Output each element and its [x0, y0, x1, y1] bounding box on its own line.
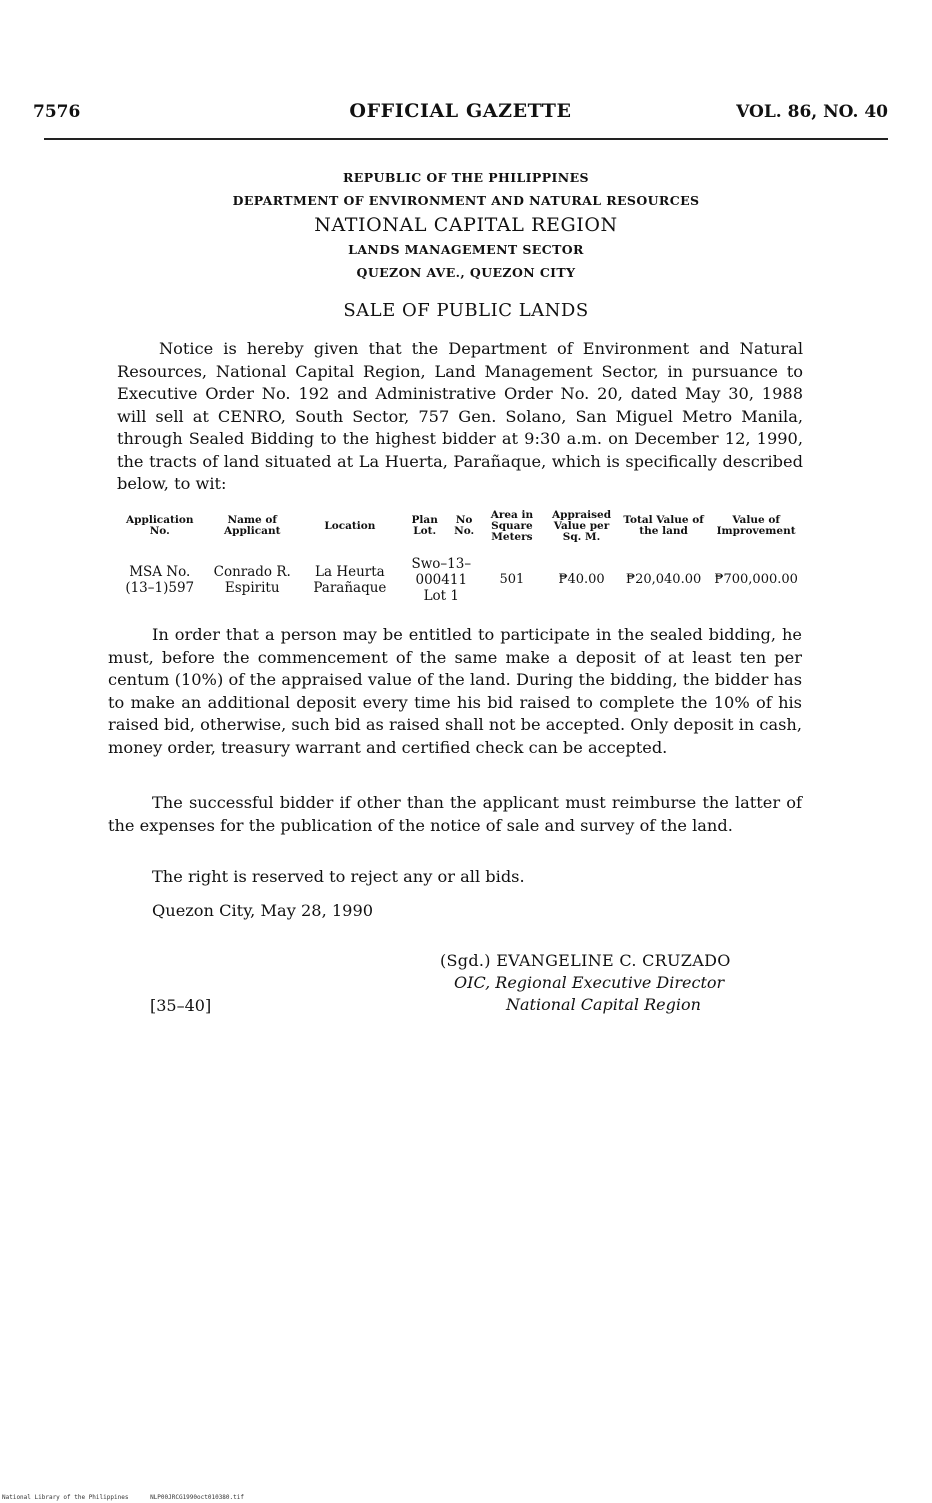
- header-divider: [44, 138, 888, 140]
- cell-applicant: Conrado R. Espiritu: [213, 564, 291, 596]
- volume-number: VOL. 86, NO. 40: [736, 102, 888, 122]
- signatory-title: OIC, Regional Executive Director: [454, 973, 725, 992]
- table-row: [113, 546, 805, 614]
- reference-code: [35–40]: [150, 996, 212, 1015]
- signatory-region: National Capital Region: [506, 995, 701, 1014]
- cell-plan-lot: Swo–13–000411 Lot 1: [411, 556, 472, 604]
- cell-improvement: ₱700,000.00: [714, 572, 798, 587]
- table-header-row: [113, 506, 805, 546]
- cell-application-no: MSA No. (13–1)597: [125, 564, 195, 596]
- republic-line: REPUBLIC OF THE PHILIPPINES: [343, 170, 589, 185]
- library-label: National Library of the Philippines: [2, 1494, 129, 1501]
- cell-location: La Heurta Parañaque: [313, 564, 387, 596]
- agency-block: [0, 166, 932, 284]
- scan-footer: [2, 1494, 244, 1501]
- cell-total: ₱20,040.00: [625, 572, 702, 587]
- file-label: NLP00JRCG1990oct010380.tif: [150, 1494, 244, 1501]
- intro-paragraph: Notice is hereby given that the Department of Environment and Natural Resources, National Capital Region, Land Management Sector, in pursuance to Executive Order No. 192 and Administrative Order No. 20, dated May 30, 1988 will sell at CENRO, South Sector, 757 Gen. Solano, San Miguel Metro Manila, through Sealed Bidding to the highest bidder at 9:30 a.m. on December 12, 1990, the tracts of land situated at La Huerta, Parañaque, which is specifically described below, to wit:: [117, 339, 803, 493]
- header-plan-lot: Plan Lot.: [411, 514, 438, 537]
- cell-appraised: ₱40.00: [558, 572, 605, 587]
- deposit-paragraph: In order that a person may be entitled to participate in the sealed bidding, he must, before the commencement of the same make a deposit of at least ten per centum (10%) of the appraised value of the land. During the bidding, the bidder has to make an additional deposit every time his bid raised to complete the 10% of his raised bid, otherwise, such bid as raised shall not be accepted. Only deposit in cash, money order, treasury warrant and certified check can be accepted.: [108, 625, 802, 757]
- department-line: DEPARTMENT OF ENVIRONMENT AND NATURAL RESOURCES: [232, 193, 700, 208]
- header-location: Location: [324, 519, 376, 532]
- header-applicant: Name of Applicant: [223, 514, 281, 537]
- land-table: [113, 506, 805, 614]
- sector-line: LANDS MANAGEMENT SECTOR: [348, 242, 584, 257]
- header-lot-no: No No.: [454, 514, 475, 537]
- publication-title: OFFICIAL GAZETTE: [349, 100, 572, 122]
- page-header: [33, 98, 888, 128]
- header-area: Area in Square Meters: [490, 508, 534, 543]
- header-improvement: Value of Improvement: [716, 514, 796, 537]
- address-line: QUEZON AVE., QUEZON CITY: [356, 265, 576, 280]
- cell-area: 501: [499, 572, 525, 587]
- notice-title: SALE OF PUBLIC LANDS: [343, 300, 589, 321]
- header-total: Total Value of the land: [623, 514, 704, 537]
- reimburse-paragraph: The successful bidder if other than the applicant must reimburse the latter of the expenses for the publication of the notice of sale and survey of the land.: [108, 793, 802, 835]
- header-application-no: Application No.: [126, 514, 194, 537]
- region-line: NATIONAL CAPITAL REGION: [314, 214, 618, 236]
- page-number: 7576: [33, 102, 81, 122]
- reserve-paragraph: The right is reserved to reject any or all bids.: [152, 867, 525, 886]
- header-appraised: Appraised Value per Sq. M.: [551, 508, 612, 543]
- place-date: Quezon City, May 28, 1990: [152, 901, 374, 920]
- signature-block: [440, 950, 820, 1016]
- signatory-name: (Sgd.) EVANGELINE C. CRUZADO: [440, 951, 731, 970]
